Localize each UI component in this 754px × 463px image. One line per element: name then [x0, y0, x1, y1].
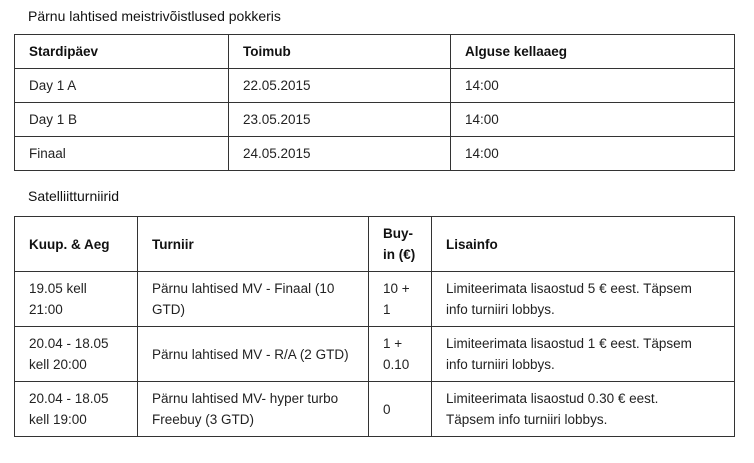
- table-row: [15, 327, 735, 382]
- cell-tournament-line1: Pärnu lahtised MV- hyper turbo: [152, 391, 339, 406]
- cell-tournament-line2: GTD): [152, 302, 185, 317]
- cell-buyin-line2: 1: [383, 302, 391, 317]
- cell-info: [432, 327, 735, 382]
- cell-start-time: 14:00: [451, 103, 735, 137]
- satellite-tournaments-table: [14, 216, 735, 437]
- cell-info-line1: Limiteerimata lisaostud 0.30 € eest.: [446, 391, 659, 406]
- cell-start-day: Day 1 A: [15, 69, 229, 103]
- championship-schedule-table: [14, 34, 735, 171]
- cell-info: [432, 382, 735, 437]
- cell-buyin: [369, 327, 432, 382]
- cell-date-time: [15, 327, 138, 382]
- cell-start-time: 14:00: [451, 137, 735, 171]
- table-row: [15, 137, 735, 171]
- cell-start-time: 14:00: [451, 69, 735, 103]
- column-header-tournament: Turniir: [138, 217, 369, 272]
- cell-date-line1: 20.04 - 18.05: [29, 391, 109, 406]
- cell-info-line1: Limiteerimata lisaostud 1 € eest. Täpsem: [446, 336, 692, 351]
- header-buyin-line1: Buy-: [383, 226, 413, 241]
- cell-tournament-line1: Pärnu lahtised MV - R/A (2 GTD): [152, 346, 349, 362]
- cell-date-line1: 19.05 kell: [29, 281, 87, 296]
- column-header-date: Toimub: [229, 35, 451, 69]
- cell-buyin-line2: 0.10: [383, 357, 410, 372]
- cell-buyin-line1: 1 +: [383, 336, 403, 351]
- column-header-start-time: Alguse kellaaeg: [451, 35, 735, 69]
- header-buyin-line2: in (€): [383, 247, 416, 262]
- cell-buyin-line1: 0: [383, 401, 391, 417]
- cell-info-line2: info turniiri lobbys.: [446, 357, 555, 372]
- cell-date-line1: 20.04 - 18.05: [29, 336, 109, 351]
- cell-tournament: [138, 327, 369, 382]
- cell-start-day: Day 1 B: [15, 103, 229, 137]
- table-row: [15, 272, 735, 327]
- cell-date-line2: kell 20:00: [29, 357, 87, 372]
- cell-info-line2: info turniiri lobbys.: [446, 302, 555, 317]
- table-row: [15, 103, 735, 137]
- column-header-date-time: Kuup. & Aeg: [15, 217, 138, 272]
- cell-buyin: [369, 382, 432, 437]
- cell-date: 22.05.2015: [229, 69, 451, 103]
- table-header-row: [15, 35, 735, 69]
- cell-start-day: Finaal: [15, 137, 229, 171]
- column-header-buyin: [369, 217, 432, 272]
- cell-info: [432, 272, 735, 327]
- column-header-start-day: Stardipäev: [15, 35, 229, 69]
- cell-date: 24.05.2015: [229, 137, 451, 171]
- cell-date-line2: 21:00: [29, 302, 63, 317]
- cell-tournament: [138, 382, 369, 437]
- cell-buyin: [369, 272, 432, 327]
- table-row: [15, 382, 735, 437]
- section-title-championship: Pärnu lahtised meistrivõistlused pokkeris: [28, 8, 281, 24]
- cell-date-line2: kell 19:00: [29, 412, 87, 427]
- cell-buyin-line1: 10 +: [383, 281, 410, 296]
- table-header-row: [15, 217, 735, 272]
- cell-tournament: [138, 272, 369, 327]
- cell-info-line2: Täpsem info turniiri lobbys.: [446, 412, 608, 427]
- section-title-satellites: Satelliitturniirid: [28, 188, 120, 204]
- cell-date-time: [15, 382, 138, 437]
- table-row: [15, 69, 735, 103]
- cell-date: 23.05.2015: [229, 103, 451, 137]
- cell-tournament-line1: Pärnu lahtised MV - Finaal (10: [152, 281, 335, 296]
- cell-tournament-line2: Freebuy (3 GTD): [152, 412, 255, 427]
- column-header-info: Lisainfo: [432, 217, 735, 272]
- cell-date-time: [15, 272, 138, 327]
- cell-info-line1: Limiteerimata lisaostud 5 € eest. Täpsem: [446, 281, 692, 296]
